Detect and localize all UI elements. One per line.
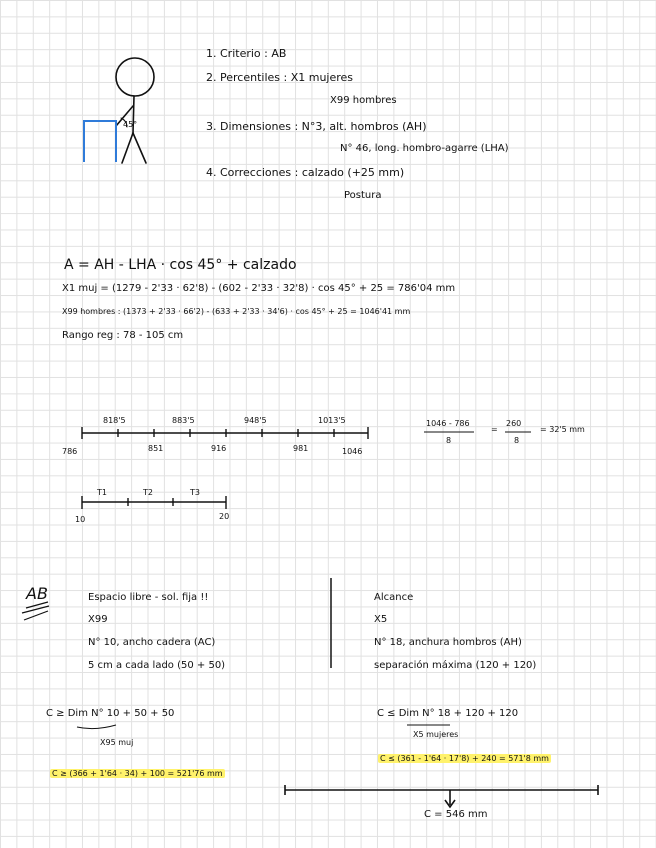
scale2-label: T2 <box>143 488 153 497</box>
right-title: Alcance <box>374 592 414 603</box>
formula-x99: X99 hombres : (1373 + 2'33 · 66'2) - (633 + 2'33 · 34'6) · cos 45° + 25 = 1046'41 mm <box>62 307 411 316</box>
stick-figure-icon <box>116 58 154 163</box>
formula-x1: X1 muj = (1279 - 2'33 · 62'8) - (602 - 2'33 · 32'8) · cos 45° + 25 = 786'04 mm <box>62 283 456 294</box>
left-subscript: X95 muj <box>100 738 134 747</box>
scale1-bottom-label: 786 <box>62 447 78 456</box>
right-result <box>378 755 551 763</box>
right-percentile: X5 <box>374 614 388 625</box>
corrections-line: 4. Correcciones : calzado (+25 mm) <box>206 166 405 179</box>
dimensions-line: 3. Dimensiones : N°3, alt. hombros (AH) <box>206 120 427 133</box>
posture-line: Postura <box>344 190 382 201</box>
right-dimension: N° 18, anchura hombros (AH) <box>374 637 522 648</box>
right-result-text: C ≤ (361 - 1'64 · 17'8) + 240 = 571'8 mm <box>380 754 549 763</box>
scale1-top-label: 1013'5 <box>318 416 346 425</box>
scale1-top-label: 883'5 <box>172 416 195 425</box>
range-arrow-icon <box>285 785 598 807</box>
scale-bar-2 <box>82 496 226 509</box>
calc-equals: = <box>491 425 498 434</box>
scale2-left-label: 10 <box>75 515 86 524</box>
percentiles-line: 2. Percentiles : X1 mujeres <box>206 71 354 84</box>
scale1-top-label: 818'5 <box>103 416 126 425</box>
right-extra: separación máxima (120 + 120) <box>374 660 537 671</box>
left-result <box>50 770 225 778</box>
scale2-label: T1 <box>97 488 107 497</box>
scale2-right-label: 20 <box>219 512 230 521</box>
calc-denominator: 8 <box>446 436 452 445</box>
left-title: Espacio libre - sol. fija !! <box>88 592 209 603</box>
scale1-bottom-label: 981 <box>293 444 309 453</box>
scale-bar-1 <box>82 427 368 439</box>
ab-tag: AB <box>26 584 48 603</box>
left-result-text: C ≥ (366 + 1'64 · 34) + 100 = 521'76 mm <box>52 769 223 778</box>
scale1-bottom-label: 851 <box>148 444 164 453</box>
scale1-bottom-label: 1046 <box>342 447 363 456</box>
right-inequality: C ≤ Dim N° 18 + 120 + 120 <box>377 708 519 719</box>
scale1-top-label: 948'5 <box>244 416 267 425</box>
left-inequality: C ≥ Dim N° 10 + 50 + 50 <box>46 708 175 719</box>
criterion-line: 1. Criterio : AB <box>206 47 287 60</box>
ab-underline-icon <box>22 602 49 620</box>
percentiles-line-2: X99 hombres <box>330 95 397 106</box>
figure-angle-label: 45° <box>123 120 138 129</box>
calc-numerator: 1046 - 786 <box>426 419 470 428</box>
formula-main: A = AH - LHA · cos 45° + calzado <box>64 257 297 273</box>
final-result: C = 546 mm <box>424 809 488 820</box>
calc-denominator-2: 8 <box>514 436 520 445</box>
left-extra: 5 cm a cada lado (50 + 50) <box>88 660 226 671</box>
dimensions-line-2: N° 46, long. hombro-agarre (LHA) <box>340 143 509 154</box>
right-subscript: X5 mujeres <box>413 730 459 739</box>
calc-result: = 32'5 mm <box>540 425 585 434</box>
scale1-bottom-label: 916 <box>211 444 227 453</box>
calc-numerator-2: 260 <box>506 419 522 428</box>
left-percentile: X99 <box>88 614 108 625</box>
formula-range: Rango reg : 78 - 105 cm <box>62 330 184 341</box>
walker-icon <box>84 121 116 162</box>
left-dimension: N° 10, ancho cadera (AC) <box>88 637 216 648</box>
scale2-label: T3 <box>190 488 200 497</box>
